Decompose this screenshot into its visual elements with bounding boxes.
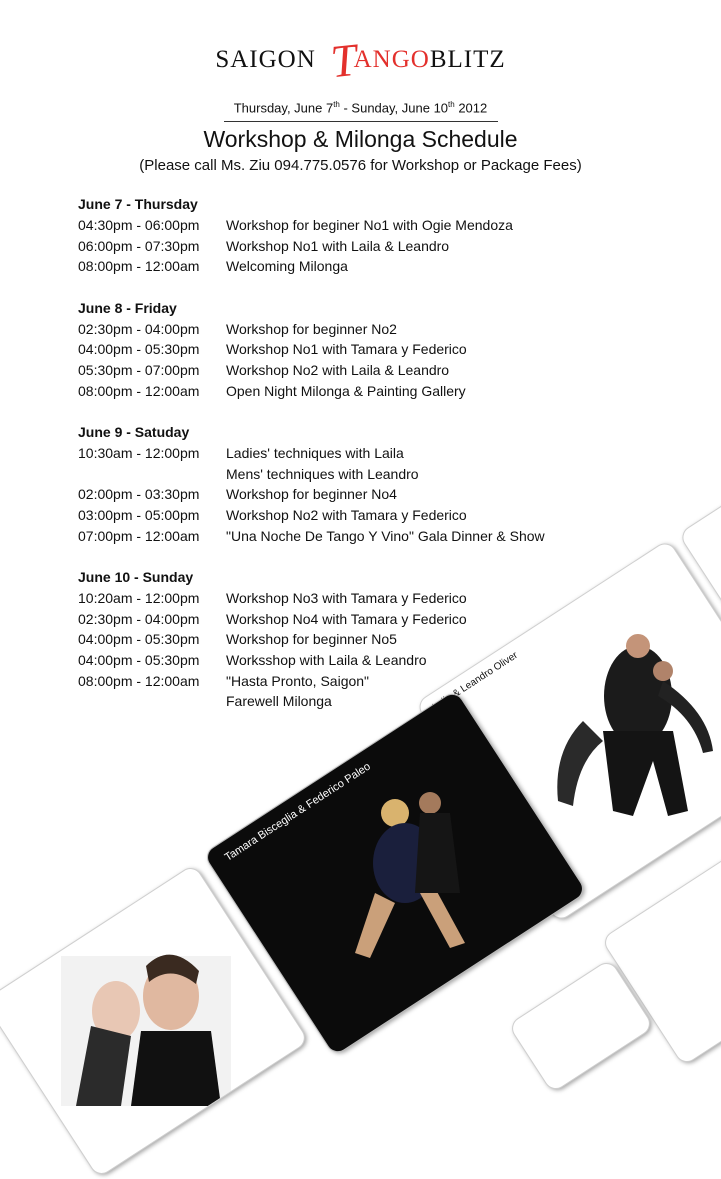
row-activity: "Una Noche De Tango Y Vino" Gala Dinner & Show: [226, 527, 545, 544]
schedule-row: [78, 464, 638, 485]
row-time: 08:00pm - 12:00am: [78, 672, 200, 689]
day-heading: June 10 - Sunday: [78, 569, 194, 586]
row-time: 04:30pm - 06:00pm: [78, 217, 200, 233]
logo-ango: ANGO: [353, 46, 430, 73]
event-dates: [0, 100, 721, 115]
row-activity: Workshop for beginner No2: [226, 320, 397, 337]
row-time: 06:00pm - 07:30pm: [78, 237, 200, 254]
date-start-suffix: th: [333, 100, 340, 109]
row-time: 04:00pm - 05:30pm: [78, 651, 200, 668]
day-block: [78, 422, 638, 546]
row-time: [78, 464, 226, 485]
row-time: 02:00pm - 03:30pm: [78, 486, 200, 503]
row-time: [78, 691, 226, 712]
schedule-row: [78, 443, 638, 464]
page-title: Workshop & Milonga Schedule: [203, 126, 518, 152]
row-activity: Workshop for beginer No1 with Ogie Mendoza: [226, 217, 513, 233]
row-activity: Workshop No4 with Tamara y Federico: [226, 610, 467, 627]
row-activity: Workshop No3 with Tamara y Federico: [226, 590, 467, 607]
logo-blitz: BLITZ: [429, 46, 506, 73]
day-heading: June 8 - Friday: [78, 299, 177, 316]
row-activity: "Hasta Pronto, Saigon": [226, 672, 370, 689]
logo-t-letter: T: [328, 33, 361, 88]
schedule-row: [78, 339, 638, 360]
page-subtitle: (Please call Ms. Ziu 094.775.0576 for Workshop or Package Fees): [139, 157, 582, 174]
schedule-row: [78, 215, 638, 236]
schedule-row: [78, 360, 638, 381]
date-end-suffix: th: [448, 100, 455, 109]
logo-saigon: SAIGON: [215, 46, 316, 73]
row-time: 10:20am - 12:00pm: [78, 590, 200, 607]
schedule-row: [78, 526, 638, 547]
schedule-row: [78, 381, 638, 402]
date-end: - Sunday, June 10: [339, 100, 449, 116]
day-heading: June 9 - Satuday: [78, 424, 190, 441]
schedule-row: [78, 588, 638, 609]
photo-caption-laila: Laila & Leandro Oliver: [430, 649, 520, 714]
row-activity: Mens' techniques with Leandro: [226, 465, 419, 482]
date-year: 2012: [454, 100, 488, 116]
row-time: 08:00pm - 12:00am: [78, 382, 200, 399]
schedule-row: [78, 256, 638, 277]
day-block: [78, 194, 638, 277]
schedule-row: [78, 319, 638, 340]
row-activity: Workshop No1 with Laila & Leandro: [226, 237, 450, 254]
divider: [224, 121, 498, 122]
row-time: 03:00pm - 05:00pm: [78, 506, 200, 523]
row-activity: Workshop No2 with Laila & Leandro: [226, 361, 450, 378]
schedule-row: [78, 505, 638, 526]
date-start: Thursday, June 7: [233, 100, 334, 116]
row-time: 05:30pm - 07:00pm: [78, 361, 200, 378]
row-time: 10:30am - 12:00pm: [78, 445, 200, 462]
row-activity: Open Night Milonga & Painting Gallery: [226, 382, 466, 399]
schedule-row: [78, 236, 638, 257]
row-activity: Workshop No1 with Tamara y Federico: [226, 341, 467, 358]
row-time: 04:00pm - 05:30pm: [78, 631, 200, 648]
photo-caption-tamara: Tamara Bisceglia & Federico Paleo: [222, 760, 373, 864]
row-activity: Workshop for beginner No4: [226, 486, 397, 503]
event-logo: [0, 33, 721, 88]
row-time: 08:00pm - 12:00am: [78, 258, 200, 275]
row-activity: Workshop No2 with Tamara y Federico: [226, 506, 467, 523]
row-activity: Ladies' techniques with Laila: [226, 445, 404, 462]
row-activity: Farewell Milonga: [226, 693, 332, 710]
row-time: 07:00pm - 12:00am: [78, 527, 200, 544]
schedule-row: [78, 484, 638, 505]
row-activity: Workshop for beginner No5: [226, 631, 397, 648]
row-activity: Welcoming Milonga: [226, 258, 348, 275]
row-time: 02:30pm - 04:00pm: [78, 610, 200, 627]
day-heading: June 7 - Thursday: [78, 196, 198, 212]
row-time: 02:30pm - 04:00pm: [78, 320, 200, 337]
row-time: 04:00pm - 05:30pm: [78, 341, 200, 358]
day-block: [78, 298, 638, 401]
row-activity: Worksshop with Laila & Leandro: [226, 651, 427, 668]
